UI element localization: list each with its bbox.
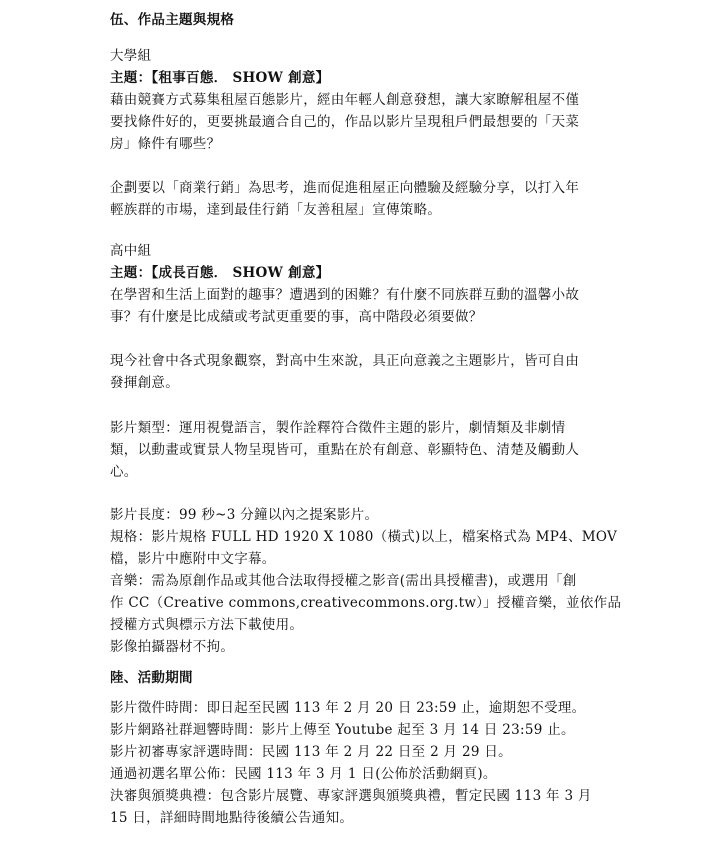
period-item: 影片初審專家評選時間：民國 113 年 2 月 22 日至 2 月 29 日。 [110,744,512,760]
music-line: 音樂：需為原創作品或其他合法取得授權之影音(需出具授權書)，或選用「創 [110,573,577,589]
highschool-para1-line: 在學習和生活上面對的趣事？遭遇到的困難？有什麼不同族群互動的溫馨小故 [110,287,580,303]
highschool-para2-line: 現今社會中各式現象觀察，對高中生來說，具正向意義之主題影片，皆可自由 [110,353,580,369]
university-para1-line: 要找條件好的，更要挑最適合自己的，作品以影片呈現租戶們最想要的「天菜 [110,114,580,130]
music-line: 授權方式與標示方法下載使用。 [110,617,304,633]
film-length-line: 影片長度：99 秒~3 分鐘以內之提案影片。 [110,507,379,523]
film-type-line: 影片類型：運用視覺語言，製作詮釋符合徵件主題的影片，劇情類及非劇情 [110,420,566,436]
spec-format-line: 規格：影片規格 FULL HD 1920 X 1080（橫式)以上，檔案格式為 MP4、MOV [110,529,618,545]
period-item: 影片徵件時間：即日起至民國 113 年 2 月 20 日 23:59 止，逾期恕不受理。 [110,700,586,716]
highschool-para1-line: 事？有什麼是比成績或考試更重要的事，高中階段必須要做？ [110,309,483,325]
equipment-line: 影像拍攝器材不拘。 [110,639,235,655]
highschool-theme: 主題：【成長百態． SHOW 創意】 [110,265,330,281]
university-group-label: 大學組 [110,48,152,64]
highschool-para2-line: 發揮創意。 [110,375,179,391]
period-item: 通過初選名單公佈：民國 113 年 3 月 1 日(公佈於活動網頁)。 [110,766,497,782]
university-para1-line: 藉由競賽方式募集租屋百態影片，經由年輕人創意發想，讓大家瞭解租屋不僅 [110,92,580,108]
section-heading-works-theme: 伍、作品主題與規格 [110,12,235,28]
highschool-group-label: 高中組 [110,243,152,259]
section-heading-activity-period: 陸、活動期間 [110,670,193,686]
spec-format-line: 檔，影片中應附中文字幕。 [110,551,276,567]
film-type-line: 心。 [110,464,138,480]
period-item: 決審與頒獎典禮：包含影片展覽、專家評選與頒獎典禮，暫定民國 113 年 3 月 [110,788,592,804]
music-line: 作 CC（Creative commons,creativecommons.org.tw）」授權音樂，並依作品 [110,595,622,611]
university-para2-line: 企劃要以「商業行銷」為思考，進而促進租屋正向體驗及經驗分享，以打入年 [110,180,580,196]
film-type-line: 類，以動畫或實景人物呈現皆可，重點在於有創意、彰顯特色、清楚及觸動人 [110,442,580,458]
period-item: 15 日，詳細時間地點待後續公告通知。 [110,810,354,826]
university-para1-line: 房」條件有哪些？ [110,136,221,152]
university-theme: 主題：【租事百態． SHOW 創意】 [110,70,330,86]
university-para2-line: 輕族群的市場，達到最佳行銷「友善租屋」宣傳策略。 [110,202,442,218]
period-item: 影片網路社群迴響時間：影片上傳至 Youtube 起至 3 月 14 日 23:59 止。 [110,722,575,738]
